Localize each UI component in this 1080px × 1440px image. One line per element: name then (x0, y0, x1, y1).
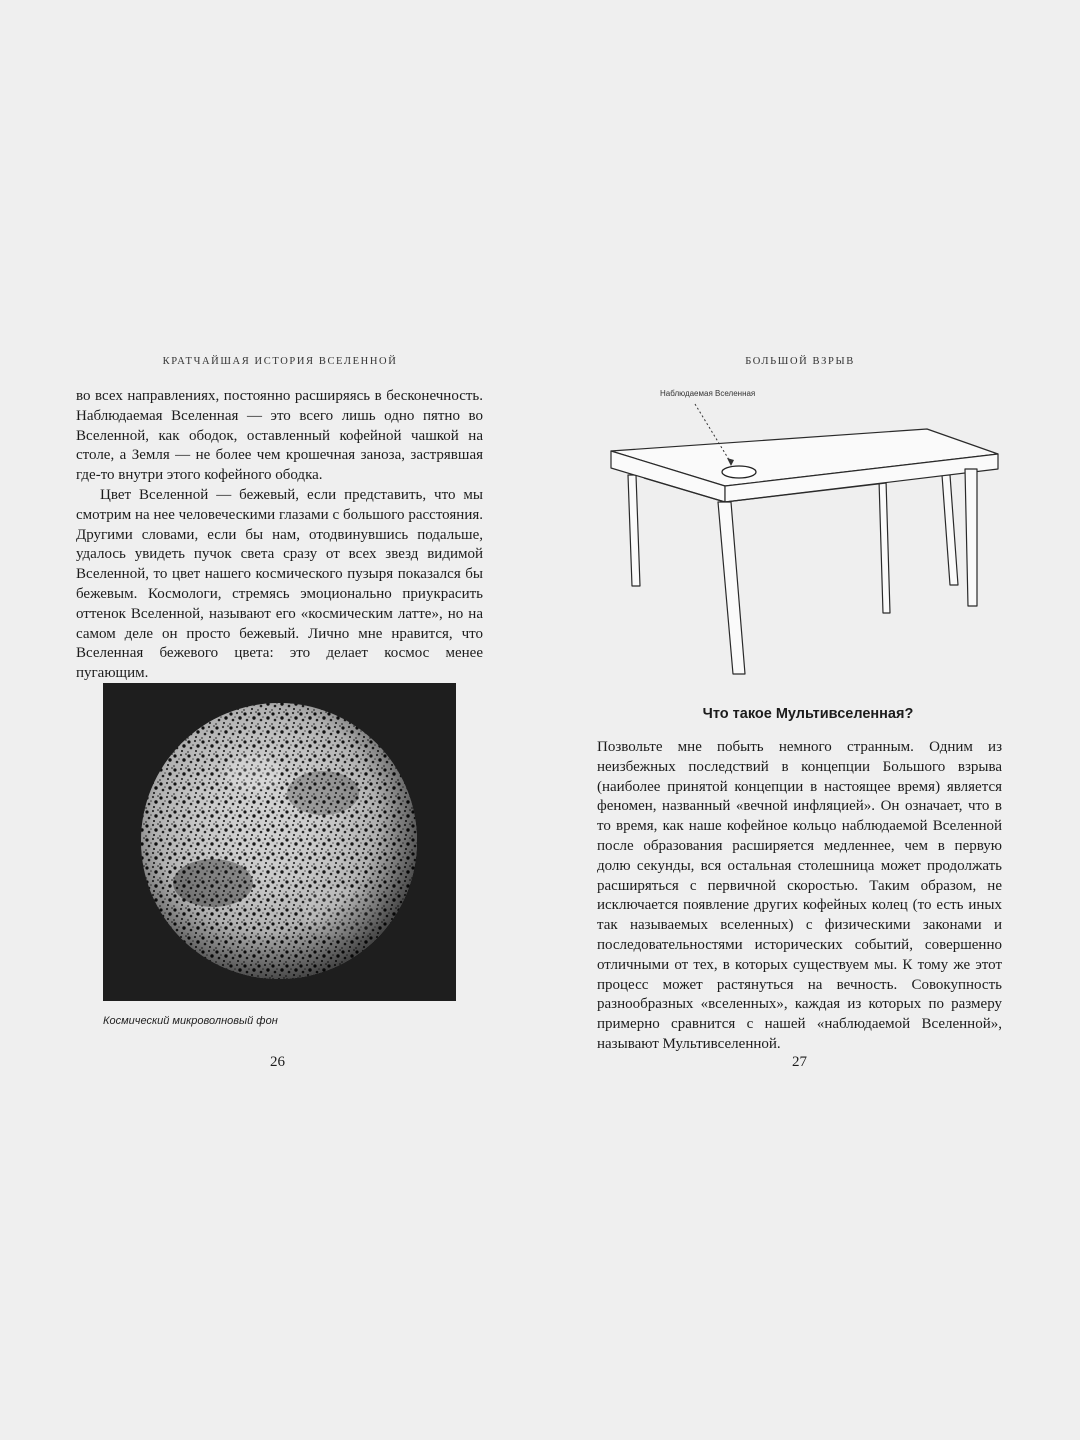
left-paragraph-2: Цвет Вселенной — бежевый, если представить, что мы смотрим на нее человеческими глазами с большого расстояния. Другими словами, если бы нам, отодвинувшись подальше, удалось увидеть пучок света сразу от всех звезд видимой Вселенной, то цвет нашего космического пузыря показался бы бежевым. Космологи, стремясь эмоционально приукрасить оттенок Вселенной, называют его «космическим латте», но на самом деле он просто бежевый. Лично мне нравится, что Вселенная бежевого цвета: это делает космос менее пугающим. (76, 486, 483, 682)
right-body-text (597, 738, 1002, 1055)
figure-caption: Космический микроволновый фон (103, 1015, 278, 1027)
right-page (540, 0, 1080, 1440)
cmb-sphere-illustration (103, 683, 456, 1001)
page-number-left: 26 (270, 1054, 285, 1070)
coffee-ring (722, 466, 756, 478)
section-title: Что такое Мультивселенная? (702, 706, 914, 722)
page-number-right: 27 (792, 1054, 807, 1070)
table-middle-leg (879, 480, 890, 613)
right-paragraph-1: Позвольте мне побыть немного странным. Одним из неизбежных последствий в концепции Большого взрыва (наиболее принятой концепции в настоящее время) является феномен, названный «вечной инфляцией». Он означает, что в то время, как наше кофейное кольцо наблюдаемой Вселенной после образования расширяется медленнее, чем в первую долю секунды, вся остальная столешница может продолжать расширяться с первичной скоростью. Таким образом, не исключается появление других кофейных колец (то есть иных так называемых вселенных) с физическими законами и последовательностями исторических событий, совершенно отличными от тех, в которых существуем мы. К тому же этот процесс может растянуться на вечность. Совокупность разнообразных «вселенных», каждая из которых по размеру примерно сравнится с нашей «наблюдаемой Вселенной», называют Мультивселенной. (597, 739, 1002, 1052)
left-body-text (76, 387, 483, 684)
coffee-table-illustration (600, 380, 1000, 680)
observable-universe-label: Наблюдаемая Вселенная (660, 389, 756, 398)
table-side-leg (965, 469, 977, 606)
cosmic-microwave-background-image (103, 683, 456, 1001)
table-front-leg (718, 502, 745, 674)
table-back-left-leg (628, 475, 640, 586)
running-head-right: БОЛЬШОЙ ВЗРЫВ (745, 356, 855, 367)
left-paragraph-1: во всех направлениях, постоянно расширяясь в бесконечность. Наблюдаемая Вселенная — это всего лишь одно пятно во Вселенной, как ободок, оставленный кофейной чашкой на столе, а Земля — не более чем крошечная заноза, застрявшая где-то внутри этого кофейного ободка. (76, 388, 483, 484)
table-back-right-leg (942, 475, 958, 585)
running-head-left: КРАТЧАЙШАЯ ИСТОРИЯ ВСЕЛЕННОЙ (162, 356, 398, 367)
